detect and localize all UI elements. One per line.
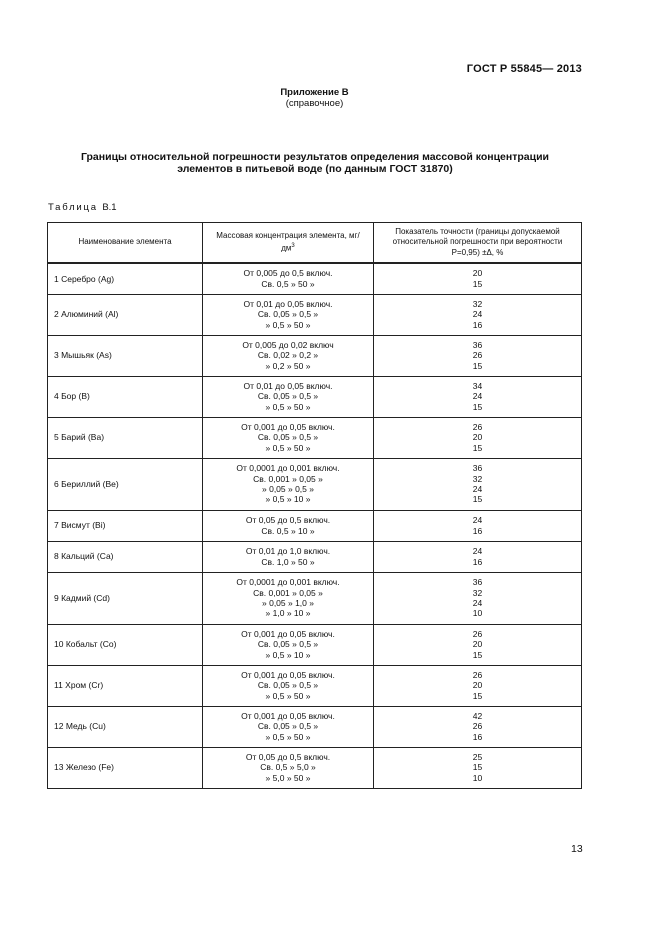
accuracy-value: 42: [472, 710, 483, 721]
concentration-range: От 0,001 до 0,05 включ.: [241, 421, 335, 432]
standard-designation: ГОСТ Р 55845— 2013: [466, 63, 582, 75]
concentration-range: Св. 0,05 » 0,5 »: [257, 309, 319, 320]
accuracy-value: 24: [472, 546, 483, 557]
element-name-cell: 5 Барий (Ва): [48, 417, 203, 458]
concentration-range: От 0,05 до 0,5 включ.: [245, 515, 331, 526]
column-header-accuracy-line: относительной погрешности при вероятности: [392, 237, 563, 247]
concentration-range: » 0,5 » 10 »: [265, 494, 311, 505]
column-header-accuracy: [374, 223, 582, 264]
table-row: [48, 541, 582, 572]
table-row: [48, 458, 582, 510]
concentration-range: Св. 0,05 » 0,5 »: [257, 391, 319, 402]
concentration-range: От 0,005 до 0,02 включ: [242, 339, 334, 350]
table-row: [48, 294, 582, 335]
concentration-range: От 0,05 до 0,5 включ.: [245, 751, 331, 762]
accuracy-value: 26: [472, 721, 483, 732]
table-header-row: [48, 223, 582, 264]
accuracy-cell: [374, 665, 582, 706]
accuracy-value: 16: [472, 525, 483, 536]
concentration-range: » 0,5 » 10 »: [265, 649, 311, 660]
concentration-range: От 0,001 до 0,05 включ.: [241, 628, 335, 639]
table-row: [48, 263, 582, 294]
accuracy-cell: [374, 572, 582, 624]
accuracy-value: 32: [472, 298, 483, 309]
accuracy-value: 15: [472, 442, 483, 453]
column-header-concentration-unit: дм: [281, 243, 292, 253]
accuracy-value: 15: [472, 401, 483, 412]
concentration-cell: [203, 665, 374, 706]
accuracy-value: 20: [472, 680, 483, 691]
concentration-range: Св. 0,05 » 0,5 »: [257, 432, 319, 443]
concentration-cell: [203, 294, 374, 335]
accuracy-value: 36: [472, 463, 483, 474]
accuracy-cell: [374, 510, 582, 541]
table-row: [48, 747, 582, 788]
accuracy-value: 24: [472, 391, 483, 402]
accuracy-value: 24: [472, 598, 483, 608]
concentration-range: Св. 0,001 » 0,05 »: [253, 473, 323, 484]
table-label-number: В.1: [102, 202, 117, 213]
concentration-cell: [203, 458, 374, 510]
column-header-accuracy-line: Показатель точности (границы допускаемой: [395, 226, 560, 236]
concentration-cell: [203, 541, 374, 572]
appendix-subtitle: (справочное): [285, 98, 344, 109]
element-name-cell: 10 Кобальт (Со): [48, 624, 203, 665]
accuracy-cell: [374, 541, 582, 572]
element-name-cell: 9 Кадмий (Cd): [48, 572, 203, 624]
concentration-range: » 0,05 » 1,0 »: [262, 598, 314, 608]
concentration-range: Св. 0,02 » 0,2 »: [257, 350, 319, 361]
concentration-range: » 0,5 » 50 »: [265, 731, 311, 742]
accuracy-value: 32: [472, 587, 483, 598]
document-title: [48, 151, 582, 175]
accuracy-value: 24: [472, 515, 483, 526]
concentration-range: Св. 0,5 » 50 »: [261, 278, 315, 289]
accuracy-cell: [374, 376, 582, 417]
accuracy-value: 15: [472, 649, 483, 660]
table-label-word: Таблица: [48, 202, 98, 213]
element-name-cell: 13 Железо (Fe): [48, 747, 203, 788]
concentration-cell: [203, 572, 374, 624]
element-name-cell: 4 Бор (В): [48, 376, 203, 417]
accuracy-value: 15: [472, 494, 483, 505]
accuracy-value: 15: [472, 690, 483, 701]
element-name-cell: 2 Алюминий (Al): [48, 294, 203, 335]
accuracy-value: 10: [472, 772, 483, 783]
table-row: [48, 376, 582, 417]
element-name-cell: 1 Серебро (Ag): [48, 263, 203, 294]
accuracy-value: 16: [472, 556, 483, 567]
table-row: [48, 510, 582, 541]
table-row: [48, 335, 582, 376]
table-row: [48, 624, 582, 665]
column-header-accuracy-line: P=0,95) ±Δ, %: [451, 247, 504, 257]
concentration-range: От 0,001 до 0,05 включ.: [241, 710, 335, 721]
concentration-range: Св. 0,05 » 0,5 »: [257, 680, 319, 691]
accuracy-value: 16: [472, 319, 483, 330]
concentration-range: » 5,0 » 50 »: [265, 772, 311, 783]
table-label: [48, 202, 117, 213]
concentration-cell: [203, 510, 374, 541]
element-name-cell: 3 Мышьяк (As): [48, 335, 203, 376]
accuracy-value: 15: [472, 360, 483, 371]
accuracy-cell: [374, 747, 582, 788]
accuracy-value: 32: [472, 473, 483, 484]
appendix-title: Приложение В: [280, 87, 349, 98]
concentration-range: От 0,01 до 0,05 включ.: [243, 298, 333, 309]
concentration-range: » 0,5 » 50 »: [265, 442, 311, 453]
concentration-range: » 0,5 » 50 »: [265, 401, 311, 412]
element-name-cell: 7 Висмут (Bi): [48, 510, 203, 541]
concentration-range: Св. 1,0 » 50 »: [261, 556, 315, 567]
accuracy-value: 24: [472, 484, 483, 494]
accuracy-value: 26: [472, 669, 483, 680]
table-row: [48, 417, 582, 458]
page-number: 13: [571, 843, 583, 855]
table-row: [48, 706, 582, 747]
concentration-cell: [203, 747, 374, 788]
accuracy-value: 20: [472, 432, 483, 443]
element-name-cell: 6 Бериллий (Be): [48, 458, 203, 510]
concentration-range: Св. 0,5 » 10 »: [261, 525, 315, 536]
accuracy-value: 15: [472, 278, 483, 289]
column-header-concentration: [203, 223, 374, 264]
accuracy-cell: [374, 335, 582, 376]
accuracy-value: 10: [472, 608, 483, 619]
concentration-range: Св. 0,001 » 0,05 »: [253, 587, 323, 598]
concentration-range: » 0,05 » 0,5 »: [262, 484, 314, 494]
table-row: [48, 665, 582, 706]
accuracy-value: 20: [472, 268, 483, 279]
concentration-cell: [203, 263, 374, 294]
concentration-range: От 0,0001 до 0,001 включ.: [236, 577, 340, 588]
concentration-range: Св. 0,5 » 5,0 »: [260, 762, 316, 773]
element-name-cell: 11 Хром (Cr): [48, 665, 203, 706]
accuracy-cell: [374, 458, 582, 510]
concentration-cell: [203, 624, 374, 665]
concentration-range: От 0,0001 до 0,001 включ.: [236, 463, 340, 474]
concentration-cell: [203, 376, 374, 417]
accuracy-cell: [374, 706, 582, 747]
element-name-cell: 8 Кальций (Са): [48, 541, 203, 572]
table-body: [48, 263, 582, 788]
concentration-cell: [203, 335, 374, 376]
concentration-range: » 0,5 » 50 »: [265, 319, 311, 330]
column-header-concentration-sup: 3: [291, 243, 295, 250]
concentration-cell: [203, 706, 374, 747]
table-row: [48, 572, 582, 624]
accuracy-value: 25: [472, 751, 483, 762]
accuracy-cell: [374, 624, 582, 665]
accuracy-value: 26: [472, 421, 483, 432]
accuracy-cell: [374, 263, 582, 294]
concentration-range: » 1,0 » 10 »: [265, 608, 311, 619]
accuracy-cell: [374, 294, 582, 335]
concentration-range: » 0,5 » 50 »: [265, 690, 311, 701]
accuracy-value: 26: [472, 350, 483, 361]
elements-table: [47, 222, 582, 789]
accuracy-value: 16: [472, 731, 483, 742]
accuracy-cell: [374, 417, 582, 458]
column-header-name: Наименование элемента: [48, 223, 203, 264]
appendix-heading: [0, 87, 629, 109]
concentration-range: Св. 0,05 » 0,5 »: [257, 721, 319, 732]
accuracy-value: 34: [472, 380, 483, 391]
concentration-range: Св. 0,05 » 0,5 »: [257, 639, 319, 650]
accuracy-value: 20: [472, 639, 483, 650]
column-header-concentration-text: Массовая концентрация элемента, мг/: [216, 230, 360, 240]
concentration-range: От 0,01 до 1,0 включ.: [245, 546, 331, 557]
document-title-line: Границы относительной погрешности результатов определения массовой концентрации: [80, 151, 550, 163]
document-title-line: элементов в питьевой воде (по данным ГОСТ 31870): [177, 163, 453, 175]
element-name-cell: 12 Медь (Cu): [48, 706, 203, 747]
accuracy-value: 36: [472, 339, 483, 350]
accuracy-value: 36: [472, 577, 483, 588]
concentration-cell: [203, 417, 374, 458]
concentration-range: От 0,005 до 0,5 включ.: [243, 268, 333, 279]
accuracy-value: 24: [472, 309, 483, 320]
accuracy-value: 15: [472, 762, 483, 773]
concentration-range: От 0,01 до 0,05 включ.: [243, 380, 333, 391]
accuracy-value: 26: [472, 628, 483, 639]
concentration-range: От 0,001 до 0,05 включ.: [241, 669, 335, 680]
concentration-range: » 0,2 » 50 »: [265, 360, 311, 371]
